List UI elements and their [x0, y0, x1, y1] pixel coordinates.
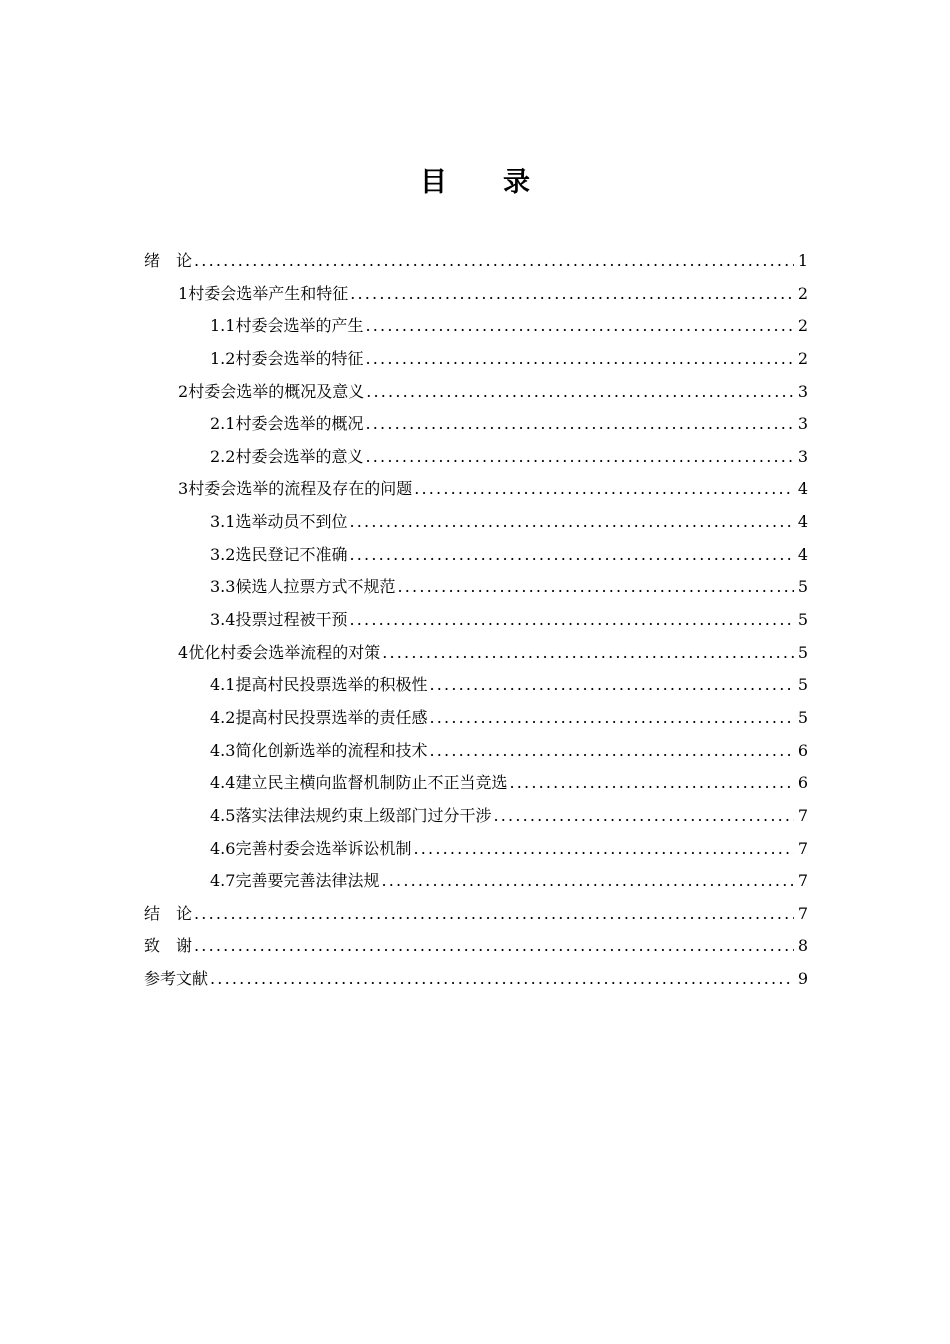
- toc-entry-label: 村委会选举的产生: [235, 316, 364, 336]
- toc-entry-label: 村委会选举产生和特征: [188, 283, 349, 303]
- toc-entry-label: 村委会选举的意义: [235, 446, 364, 466]
- toc-entry[interactable]: [144, 441, 808, 474]
- toc-entry-page-number: 6: [797, 773, 808, 793]
- toc-entry-number: 4.1: [210, 675, 236, 695]
- toc-entry-page-number: 2: [797, 348, 808, 368]
- toc-entry-page-number: 2: [797, 316, 808, 336]
- toc-entry-label: 候选人拉票方式不规范: [235, 577, 396, 597]
- dot-leader: [382, 637, 794, 670]
- toc-entry-label: 完善要完善法律法规: [235, 871, 380, 891]
- toc-entry[interactable]: [144, 343, 808, 376]
- dot-leader: [509, 767, 794, 800]
- toc-entry-number: 4.3: [210, 740, 236, 760]
- dot-leader: [365, 343, 794, 376]
- toc-entry-page-number: 5: [797, 675, 808, 695]
- dot-leader: [381, 865, 794, 898]
- toc-entry-label: 落实法律法规约束上级部门过分干涉: [235, 805, 492, 825]
- toc-entry-label: 村委会选举的概况及意义: [188, 381, 365, 401]
- toc-entry[interactable]: [144, 898, 808, 931]
- dot-leader: [429, 735, 794, 768]
- toc-entry-number: 1.1: [210, 316, 236, 336]
- toc-entry[interactable]: [144, 865, 808, 898]
- toc-entry[interactable]: [144, 310, 808, 343]
- page-title: [0, 163, 950, 203]
- toc-entry-number: 3.4: [210, 610, 236, 630]
- dot-leader: [429, 702, 794, 735]
- toc-entry-page-number: 3: [797, 446, 808, 466]
- dot-leader: [349, 539, 794, 572]
- toc-entry[interactable]: [144, 963, 808, 996]
- dot-leader: [194, 930, 794, 963]
- toc-entry-label: 建立民主横向监督机制防止不正当竞选: [235, 773, 508, 793]
- toc-entry-page-number: 9: [797, 969, 808, 989]
- toc-entry-number: 3.3: [210, 577, 236, 597]
- dot-leader: [194, 898, 794, 931]
- toc-entry-number: 4.2: [210, 707, 236, 727]
- toc-entry[interactable]: [144, 669, 808, 702]
- toc-entry-label: 投票过程被干预: [235, 610, 348, 630]
- toc-entry-label: 村委会选举的流程及存在的问题: [188, 479, 413, 499]
- dot-leader: [210, 963, 794, 996]
- toc-entry[interactable]: [144, 735, 808, 768]
- toc-entry-number: 2.1: [210, 414, 236, 434]
- toc-entry-label: 优化村委会选举流程的对策: [188, 642, 381, 662]
- toc-entry-label: 结 论: [144, 903, 193, 923]
- toc-entry-page-number: 5: [797, 577, 808, 597]
- toc-entry-number: 3: [178, 479, 189, 499]
- toc-entry[interactable]: [144, 767, 808, 800]
- toc-entry[interactable]: [144, 376, 808, 409]
- toc-entry-label: 选民登记不准确: [235, 544, 348, 564]
- table-of-contents: [144, 245, 808, 996]
- dot-leader: [365, 408, 794, 441]
- toc-entry-number: 4.4: [210, 773, 236, 793]
- toc-entry-number: 2: [178, 381, 189, 401]
- toc-entry-label: 致 谢: [144, 936, 193, 956]
- dot-leader: [397, 571, 794, 604]
- toc-entry-page-number: 5: [797, 707, 808, 727]
- toc-entry-label: 提高村民投票选举的积极性: [235, 675, 428, 695]
- toc-entry[interactable]: [144, 800, 808, 833]
- dot-leader: [350, 278, 794, 311]
- toc-entry-label: 村委会选举的概况: [235, 414, 364, 434]
- dot-leader: [365, 441, 794, 474]
- title-char-2: 录: [503, 167, 586, 198]
- toc-entry-label: 简化创新选举的流程和技术: [235, 740, 428, 760]
- toc-entry-number: 1: [178, 283, 189, 303]
- toc-entry[interactable]: [144, 245, 808, 278]
- toc-entry[interactable]: [144, 702, 808, 735]
- dot-leader: [414, 473, 794, 506]
- toc-entry-label: 绪 论: [144, 251, 193, 270]
- toc-entry-number: 1.2: [210, 348, 236, 368]
- toc-entry-page-number: 4: [797, 479, 808, 499]
- toc-entry-number: 4: [178, 642, 189, 662]
- toc-entry[interactable]: [144, 408, 808, 441]
- dot-leader: [365, 310, 794, 343]
- dot-leader: [194, 245, 794, 278]
- toc-entry-page-number: 6: [797, 740, 808, 760]
- toc-entry[interactable]: [144, 473, 808, 506]
- toc-entry-page-number: 5: [797, 642, 808, 662]
- toc-entry-page-number: 4: [797, 512, 808, 532]
- toc-entry-number: 2.2: [210, 446, 236, 466]
- title-char-1: 目: [420, 167, 503, 198]
- toc-entry-number: 4.6: [210, 838, 236, 858]
- toc-entry-label: 村委会选举的特征: [235, 348, 364, 368]
- toc-entry-page-number: 2: [797, 283, 808, 303]
- toc-entry-page-number: 3: [797, 381, 808, 401]
- toc-entry[interactable]: [144, 571, 808, 604]
- toc-entry-page-number: 7: [797, 838, 808, 858]
- dot-leader: [349, 604, 794, 637]
- toc-entry-number: 4.5: [210, 805, 236, 825]
- toc-entry[interactable]: [144, 278, 808, 311]
- toc-entry-page-number: 7: [797, 871, 808, 891]
- toc-entry-page-number: 5: [797, 610, 808, 630]
- dot-leader: [413, 833, 794, 866]
- toc-entry-page-number: 3: [797, 414, 808, 434]
- toc-entry-page-number: 8: [797, 936, 808, 956]
- toc-entry-page-number: 4: [797, 544, 808, 564]
- toc-entry-number: 4.7: [210, 871, 236, 891]
- toc-entry-number: 3.1: [210, 512, 236, 532]
- toc-entry[interactable]: [144, 637, 808, 670]
- dot-leader: [366, 376, 794, 409]
- toc-entry-label: 选举动员不到位: [235, 512, 348, 532]
- toc-entry-label: 完善村委会选举诉讼机制: [235, 838, 412, 858]
- toc-entry-page-number: 1: [797, 251, 808, 270]
- toc-entry[interactable]: [144, 604, 808, 637]
- toc-entry[interactable]: [144, 833, 808, 866]
- toc-entry-number: 3.2: [210, 544, 236, 564]
- dot-leader: [493, 800, 794, 833]
- toc-entry-label: 提高村民投票选举的责任感: [235, 707, 428, 727]
- toc-entry[interactable]: [144, 506, 808, 539]
- toc-entry-page-number: 7: [797, 805, 808, 825]
- toc-entry[interactable]: [144, 539, 808, 572]
- toc-entry-label: 参考文献: [144, 969, 209, 989]
- dot-leader: [429, 669, 794, 702]
- toc-entry-page-number: 7: [797, 903, 808, 923]
- toc-entry[interactable]: [144, 930, 808, 963]
- dot-leader: [349, 506, 794, 539]
